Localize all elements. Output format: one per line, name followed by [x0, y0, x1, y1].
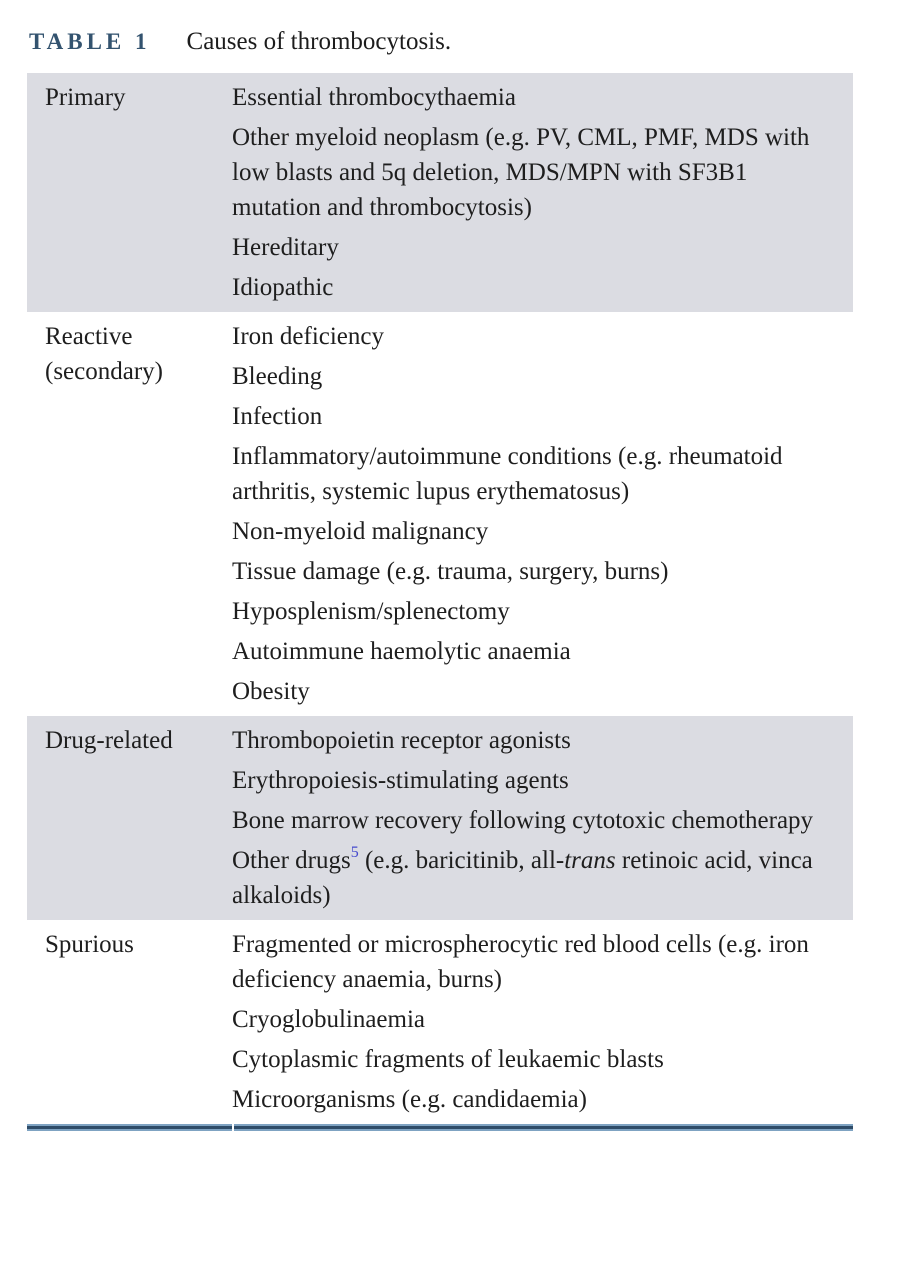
table-cell-item: Cytoplasmic fragments of leukaemic blasts — [232, 1046, 664, 1073]
table-section-spurious — [27, 920, 853, 1124]
items-cell — [232, 716, 823, 920]
items-cell — [232, 73, 823, 312]
table-cell-item: Microorganisms (e.g. candidaemia) — [232, 1086, 587, 1113]
category-label: Primary — [45, 84, 126, 111]
item-text: (e.g. baricitinib, all- — [358, 847, 565, 874]
items-cell — [232, 312, 823, 716]
category-label: Spurious — [45, 931, 134, 958]
category-cell — [27, 920, 232, 1124]
table-cell-item: Cryoglobulinaemia — [232, 1006, 426, 1033]
table-number-label: TABLE 1 — [29, 29, 151, 54]
item-text: Other drugs — [232, 847, 351, 874]
table-cell-item: Hereditary — [232, 234, 339, 261]
table-cell-item: Tissue damage (e.g. trauma, surgery, burns) — [232, 558, 669, 585]
citation-ref-5[interactable]: 5 — [350, 843, 359, 861]
table-cell-item: Idiopathic — [232, 274, 334, 301]
table-cell-item: Essential thrombocythaemia — [232, 84, 516, 111]
table-cell-item: Autoimmune haemolytic anaemia — [232, 638, 571, 665]
table-cell-item: Bleeding — [232, 363, 323, 390]
table-section-drug-related — [27, 716, 853, 920]
table-section-primary — [27, 73, 853, 312]
table-cell-item-other-drugs — [232, 843, 817, 913]
table-cell-item: Thrombopoietin receptor agonists — [232, 727, 571, 754]
category-cell — [27, 73, 232, 312]
table-bottom-rule-right-segment — [234, 1124, 853, 1131]
table-cell-item: Inflammatory/autoimmune conditions (e.g. rheumatoid arthritis, systemic lupus erythematosus) — [232, 443, 783, 505]
table-section-reactive — [27, 312, 853, 716]
table-bottom-rule-left-segment — [27, 1124, 232, 1131]
table-cell-item: Bone marrow recovery following cytotoxic chemotherapy — [232, 807, 814, 834]
table-caption: Causes of thrombocytosis. — [186, 28, 452, 55]
item-text-italic: trans — [564, 847, 616, 874]
table-cell-item: Iron deficiency — [232, 323, 385, 350]
table-cell-item: Hyposplenism/splenectomy — [232, 598, 510, 625]
table-title — [29, 28, 907, 56]
table-bottom-rule — [27, 1124, 853, 1131]
category-label: Drug-related — [45, 727, 173, 754]
category-cell — [27, 716, 232, 920]
table-cell-item: Other myeloid neoplasm (e.g. PV, CML, PMF, MDS with low blasts and 5q deletion, MDS/MPN with SF3B1 mutation and thrombocytosis) — [232, 124, 810, 221]
category-cell — [27, 312, 232, 716]
table-cell-item: Fragmented or microspherocytic red blood cells (e.g. iron deficiency anaemia, burns) — [232, 931, 809, 993]
items-cell — [232, 920, 823, 1124]
item-text: retinoic acid, vinca alkaloids) — [232, 847, 813, 909]
table-cell-item: Erythropoiesis-stimulating agents — [232, 767, 569, 794]
table-cell-item: Infection — [232, 403, 323, 430]
table-cell-item: Obesity — [232, 678, 310, 705]
causes-of-thrombocytosis-table — [27, 73, 853, 1131]
category-label: Reactive (secondary) — [45, 323, 163, 385]
table-cell-item: Non-myeloid malignancy — [232, 518, 489, 545]
